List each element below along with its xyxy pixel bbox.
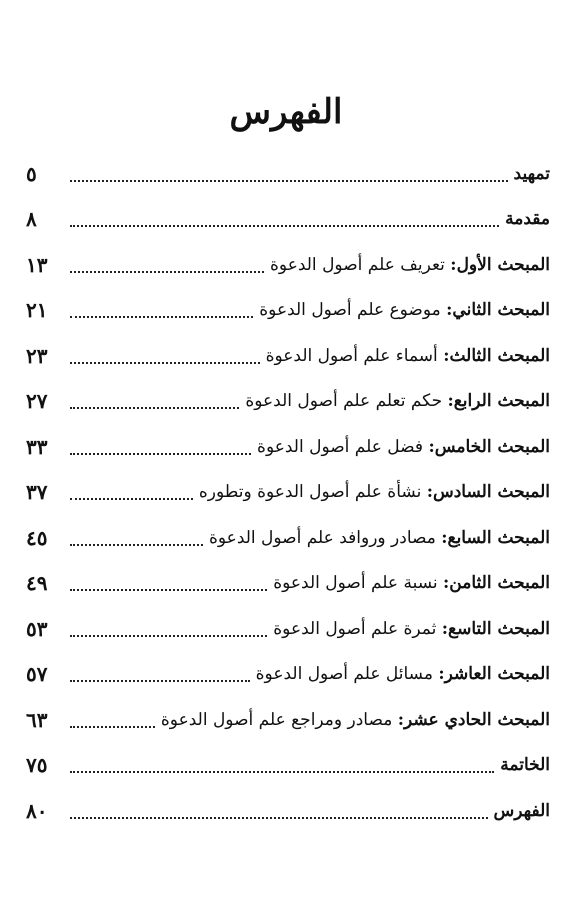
dot-leader — [70, 225, 499, 227]
dot-leader — [70, 362, 260, 364]
dot-leader — [70, 544, 203, 546]
toc-entry — [26, 606, 550, 652]
toc-page-number: ٤٥ — [26, 525, 48, 550]
toc-entry-label — [199, 482, 550, 502]
toc-page-number: ٥٣ — [26, 616, 48, 641]
toc-entry-heading: المبحث السابع: — [441, 527, 550, 548]
toc-page-number: ٦٣ — [26, 707, 48, 732]
toc-entry-label — [245, 391, 550, 411]
toc-entry — [26, 151, 550, 197]
toc-entry-label — [209, 528, 550, 548]
toc-entry-heading: المبحث التاسع: — [441, 618, 550, 639]
toc-entry-heading: تمهيد — [513, 163, 550, 184]
toc-page-number: ٨ — [26, 207, 37, 232]
toc-entry-label — [270, 255, 550, 275]
toc-entry-text: مصادر وروافد علم أصول الدعوة — [208, 527, 442, 548]
toc-entry — [26, 333, 550, 379]
toc-entry-heading: المبحث الثاني: — [446, 300, 550, 321]
toc-entry — [26, 561, 550, 607]
toc-page-number: ٢٣ — [26, 343, 48, 368]
toc-entry-text: نشأة علم أصول الدعوة وتطوره — [198, 482, 427, 503]
toc-entry-label — [273, 619, 550, 639]
toc-entry — [26, 288, 550, 334]
toc-entry-text: ثمرة علم أصول الدعوة — [273, 618, 442, 639]
toc-entry-label — [500, 755, 550, 775]
toc-entry-text: مصادر ومراجع علم أصول الدعوة — [160, 709, 398, 730]
dot-leader — [70, 180, 508, 182]
toc-page-number: ٣٧ — [26, 480, 48, 505]
dot-leader — [70, 771, 494, 773]
toc-entry — [26, 515, 550, 561]
toc-entry-label — [266, 346, 550, 366]
toc-entry-text: نسبة علم أصول الدعوة — [273, 573, 444, 594]
toc-entry-text: موضوع علم أصول الدعوة — [259, 300, 447, 321]
toc-page-number: ٨٠ — [26, 798, 48, 823]
dot-leader — [70, 407, 239, 409]
toc-entry-heading: المبحث الخامس: — [428, 436, 550, 457]
toc-entry-heading: المبحث العاشر: — [438, 664, 550, 685]
toc-entry — [26, 697, 550, 743]
dot-leader — [70, 635, 267, 637]
toc-entry-label — [256, 664, 550, 684]
dot-leader — [70, 316, 253, 318]
toc-entry — [26, 652, 550, 698]
toc-page-number: ٤٩ — [26, 571, 48, 596]
toc-page-number: ٢١ — [26, 298, 48, 323]
toc-page-number: ١٣ — [26, 252, 48, 277]
toc-entry-label — [505, 209, 550, 229]
toc-entry — [26, 470, 550, 516]
toc-entry-label — [514, 164, 550, 184]
dot-leader — [70, 498, 193, 500]
toc-entry-label — [494, 801, 550, 821]
toc-entry-heading: المبحث الثامن: — [443, 573, 550, 594]
toc-entry-text: فضل علم أصول الدعوة — [257, 436, 429, 457]
toc-entry-text: حكم تعلم علم أصول الدعوة — [245, 391, 448, 412]
toc-entry — [26, 379, 550, 425]
toc-entry — [26, 197, 550, 243]
dot-leader — [70, 726, 155, 728]
toc-page-number: ٧٥ — [26, 753, 48, 778]
dot-leader — [70, 680, 250, 682]
dot-leader — [70, 817, 488, 819]
toc-entry-heading: المبحث السادس: — [426, 482, 550, 503]
toc-page-number: ٥٧ — [26, 662, 48, 687]
dot-leader — [70, 589, 267, 591]
toc-entry — [26, 788, 550, 834]
table-of-contents — [26, 151, 550, 834]
toc-entry — [26, 242, 550, 288]
dot-leader — [70, 271, 264, 273]
toc-entry — [26, 424, 550, 470]
toc-page-number: ٥ — [26, 161, 37, 186]
toc-entry-text: مسائل علم أصول الدعوة — [255, 664, 439, 685]
toc-entry-text: أسماء علم أصول الدعوة — [265, 345, 444, 366]
toc-entry-heading: المبحث الأول: — [450, 254, 550, 275]
toc-entry-text: تعريف علم أصول الدعوة — [270, 254, 451, 275]
toc-page-number: ٢٧ — [26, 389, 48, 414]
toc-entry-heading: المبحث الحادي عشر: — [397, 709, 550, 730]
toc-entry-heading: الفهرس — [493, 800, 550, 821]
toc-entry-heading: المبحث الرابع: — [447, 391, 550, 412]
dot-leader — [70, 453, 251, 455]
toc-entry-heading: مقدمة — [505, 209, 550, 230]
toc-entry-label — [257, 437, 550, 457]
toc-entry-label — [273, 573, 550, 593]
toc-entry — [26, 743, 550, 789]
toc-entry-heading: المبحث الثالث: — [443, 345, 550, 366]
toc-entry-label — [259, 300, 550, 320]
toc-entry-heading: الخاتمة — [500, 755, 550, 776]
toc-page-number: ٣٣ — [26, 434, 48, 459]
page-title: الفهرس — [229, 92, 343, 132]
toc-entry-label — [161, 710, 550, 730]
